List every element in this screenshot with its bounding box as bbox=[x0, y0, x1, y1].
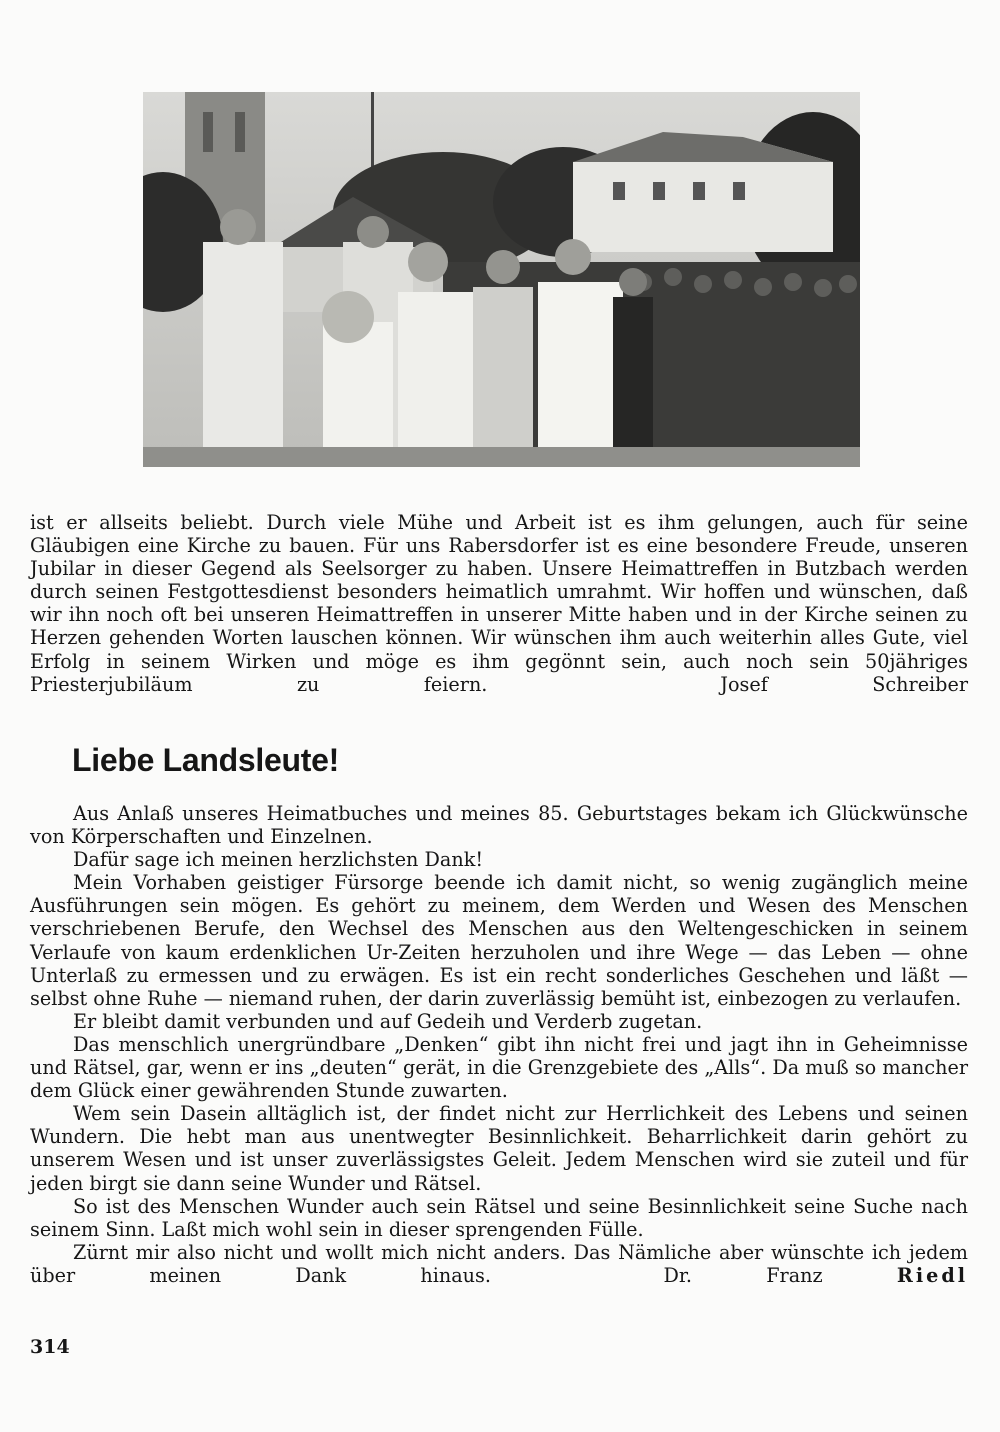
letter-final-text: Zürnt mir also nicht und wollt mich nicht anders. Das Nämliche aber wünschte ich jedem über meinen Dank hinaus. bbox=[30, 1240, 968, 1287]
letter-paragraph: Das menschlich unergründbare „Denken“ gibt ihn nicht frei und jagt ihn in Geheimnisse und Rätsel, gar, wenn er ins „deuten“ gerät, in die Grenzgebiete des „Alls“. Da muß so mancher dem Glück einer gewährenden Stunde zuwarten. bbox=[30, 1032, 968, 1103]
lead-signature: Josef Schreiber bbox=[720, 672, 968, 696]
letter-signature bbox=[663, 1264, 968, 1287]
letter-signature-name: Riedl bbox=[896, 1263, 969, 1287]
letter-paragraph: So ist des Menschen Wunder auch sein Rätsel und seine Besinnlichkeit seine Suche nach seinem Sinn. Laßt mich wohl sein in dieser sprengenden Fülle. bbox=[30, 1194, 968, 1241]
letter-paragraph: Aus Anlaß unseres Heimatbuches und meines 85. Geburtstages bekam ich Glückwünsche von Körperschaften und Einzelnen. bbox=[30, 802, 968, 849]
page-number: 314 bbox=[30, 1336, 70, 1358]
letter-paragraph: Dafür sage ich meinen herzlichsten Dank! bbox=[73, 848, 484, 872]
letter-body bbox=[30, 802, 968, 1287]
letter-final-paragraph bbox=[30, 1241, 968, 1287]
letter-signature-prefix: Dr. Franz bbox=[663, 1263, 823, 1287]
lead-article bbox=[30, 511, 968, 696]
letter-title: Liebe Landsleute! bbox=[72, 742, 339, 778]
lead-paragraph bbox=[30, 511, 968, 696]
letter-paragraph: Er bleibt damit verbunden und auf Gedeih und Verderb zugetan. bbox=[73, 1009, 703, 1033]
lead-text: ist er allseits beliebt. Durch viele Mühe und Arbeit ist es ihm gelungen, auch für seine Gläubigen eine Kirche zu bauen. Für uns Rabersdorfer ist es eine besondere Freude, unseren Jubilar in dieser Gegend als Seelsorger zu haben. Unsere Heimattreffen in Butzbach werden durch seinen Festgottesdienst besonders heimatlich umrahmt. Wir hoffen und wünschen, daß wir ihn noch oft bei unseren Heimattreffen in unserer Mitte haben und in der Kirche seinen zu Herzen gehenden Worten lauschen können. Wir wünschen ihm auch weiterhin alles Gute, viel Erfolg in seinem Wirken und möge es ihm gegönnt sein, auch noch sein 50jähriges Priesterjubiläum zu feiern. bbox=[30, 511, 968, 696]
letter-paragraph: Mein Vorhaben geistiger Fürsorge beende ich damit nicht, so wenig zugänglich meine Ausführungen sein mögen. Es gehört zu meinem, dem Werden und Wesen des Menschen verschriebenen Berufe, den Wechsel des Menschen aus den Weltengeschicken in seinem Verlaufe von kaum erdenklichen Ur-Zeiten herzuholen und ihre Wege — das Leben — ohne Unterlaß zu ermessen und zu erwägen. Es ist ein recht sonderliches Geschehen und läßt — selbst ohne Ruhe — niemand ruhen, der darin zuverlässig bemüht ist, einbezogen zu verlaufen. bbox=[30, 871, 968, 1010]
procession-photo bbox=[143, 92, 860, 467]
letter-paragraph: Wem sein Dasein alltäglich ist, der findet nicht zur Herrlichkeit des Lebens und seinen Wundern. Die hebt man aus unentwegter Besinnlichkeit. Beharrlichkeit darin gehört zu unserem Wesen und ist unser zuverlässigstes Geleit. Jedem Menschen wird sie zuteil und für jeden birgt sie dann seine Wunder und Rätsel. bbox=[30, 1102, 968, 1195]
